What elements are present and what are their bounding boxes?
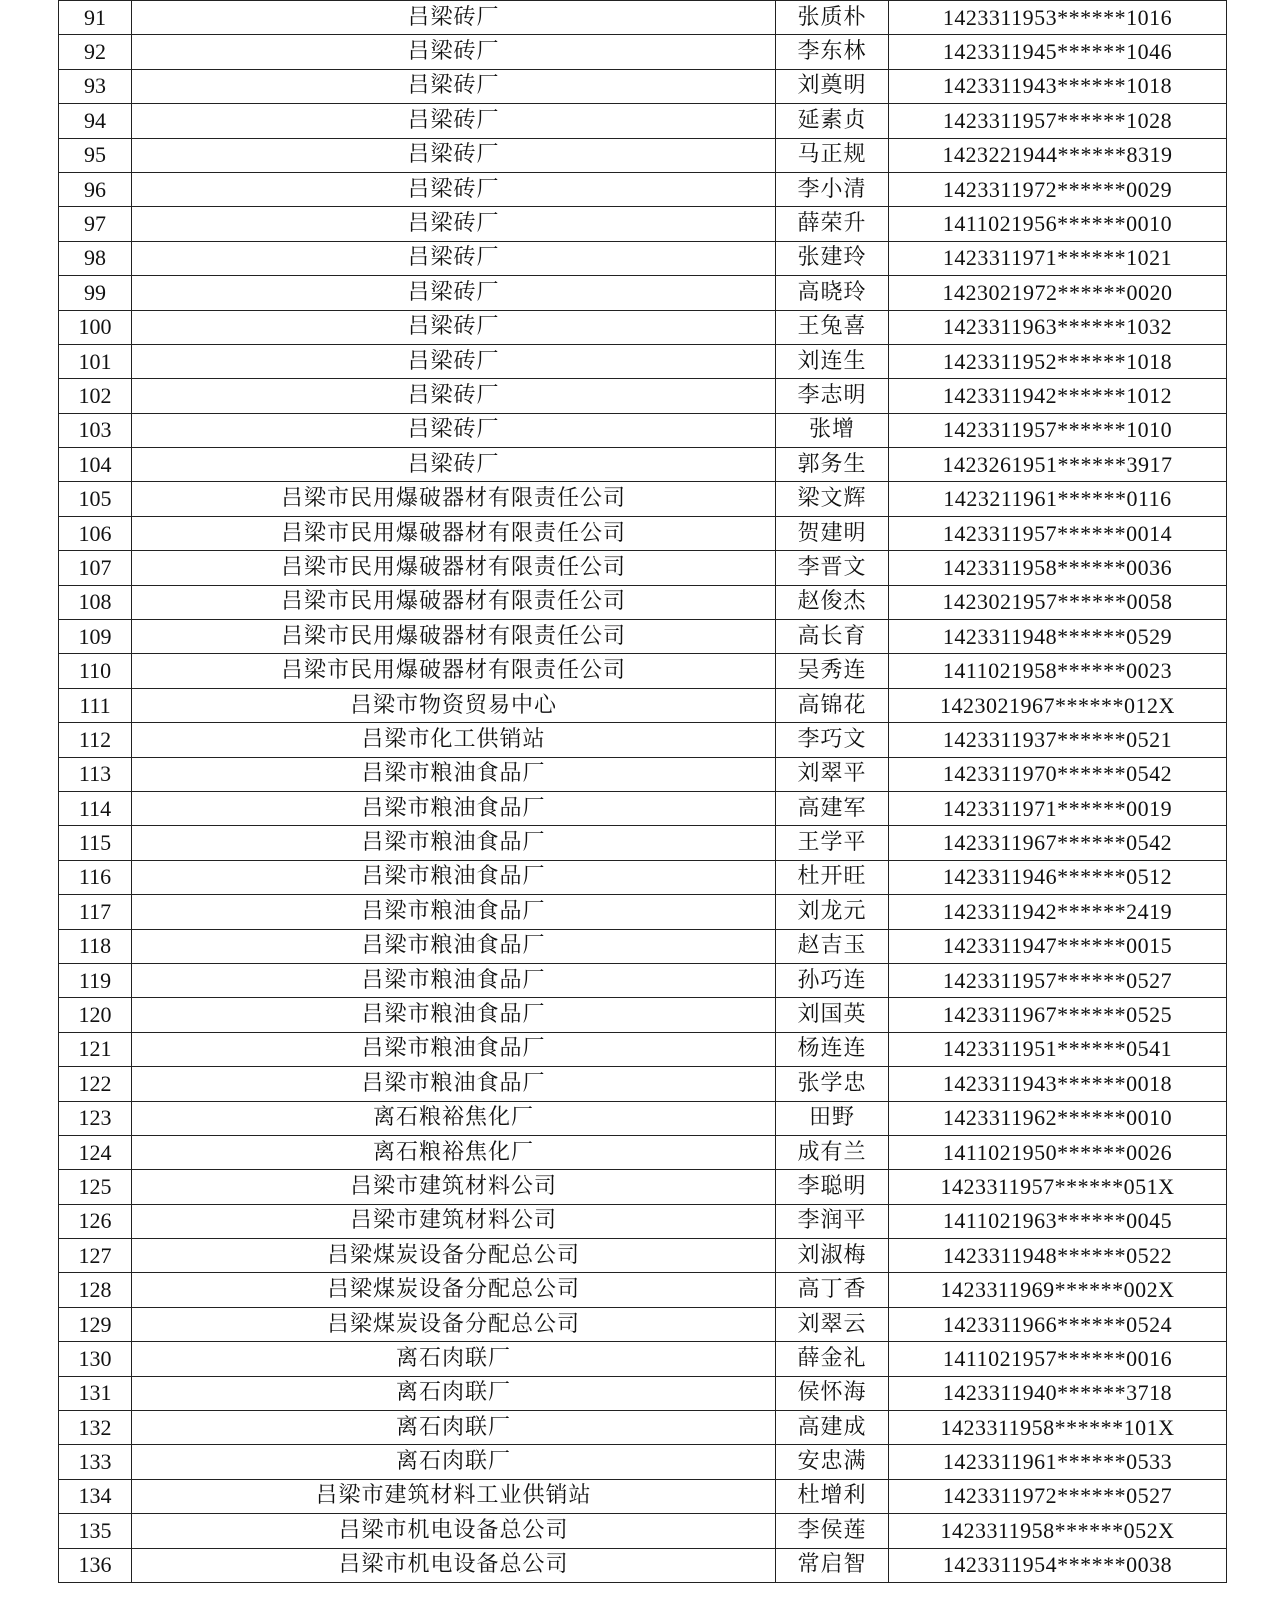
- unit-cell: 吕梁市民用爆破器材有限责任公司: [132, 654, 776, 688]
- id-number-cell: 1423311967******0542: [889, 826, 1227, 860]
- id-number-cell: 1423311963******1032: [889, 310, 1227, 344]
- unit-cell: 离石粮裕焦化厂: [132, 1101, 776, 1135]
- row-number-cell: 134: [59, 1479, 132, 1513]
- table-row: [59, 860, 1227, 894]
- name-cell: 薛荣升: [776, 207, 889, 241]
- name-cell: 赵俊杰: [776, 585, 889, 619]
- name-cell: 张增: [776, 413, 889, 447]
- table-row: [59, 344, 1227, 378]
- row-number-cell: 92: [59, 35, 132, 69]
- table-row: [59, 757, 1227, 791]
- id-number-cell: 1423311970******0542: [889, 757, 1227, 791]
- row-number-cell: 131: [59, 1376, 132, 1410]
- id-number-cell: 1423311943******0018: [889, 1067, 1227, 1101]
- row-number-cell: 110: [59, 654, 132, 688]
- name-cell: 刘连生: [776, 344, 889, 378]
- id-number-cell: 1423021967******012X: [889, 688, 1227, 722]
- id-number-cell: 1423311972******0527: [889, 1479, 1227, 1513]
- name-cell: 侯怀海: [776, 1376, 889, 1410]
- unit-cell: 吕梁砖厂: [132, 172, 776, 206]
- name-cell: 李晋文: [776, 551, 889, 585]
- unit-cell: 吕梁砖厂: [132, 1, 776, 35]
- table-row: [59, 69, 1227, 103]
- unit-cell: 吕梁砖厂: [132, 69, 776, 103]
- id-number-cell: 1423311962******0010: [889, 1101, 1227, 1135]
- table-row: [59, 172, 1227, 206]
- id-number-cell: 1423311951******0541: [889, 1032, 1227, 1066]
- unit-cell: 吕梁市建筑材料公司: [132, 1170, 776, 1204]
- unit-cell: 离石肉联厂: [132, 1445, 776, 1479]
- name-cell: 高建成: [776, 1411, 889, 1445]
- table-row: [59, 1514, 1227, 1548]
- id-number-cell: 1423311957******1010: [889, 413, 1227, 447]
- table-row: [59, 310, 1227, 344]
- id-number-cell: 1423311942******1012: [889, 379, 1227, 413]
- row-number-cell: 129: [59, 1307, 132, 1341]
- name-cell: 吴秀连: [776, 654, 889, 688]
- row-number-cell: 124: [59, 1135, 132, 1169]
- name-cell: 王学平: [776, 826, 889, 860]
- name-cell: 高锦花: [776, 688, 889, 722]
- name-cell: 张建玲: [776, 241, 889, 275]
- unit-cell: 离石肉联厂: [132, 1342, 776, 1376]
- name-cell: 马正规: [776, 138, 889, 172]
- name-cell: 王兔喜: [776, 310, 889, 344]
- table-row: [59, 929, 1227, 963]
- name-cell: 刘翠云: [776, 1307, 889, 1341]
- row-number-cell: 106: [59, 516, 132, 550]
- unit-cell: 吕梁砖厂: [132, 413, 776, 447]
- name-cell: 高建军: [776, 791, 889, 825]
- table-row: [59, 1273, 1227, 1307]
- id-number-cell: 1411021956******0010: [889, 207, 1227, 241]
- table-row: [59, 723, 1227, 757]
- id-number-cell: 1423261951******3917: [889, 448, 1227, 482]
- unit-cell: 吕梁市物资贸易中心: [132, 688, 776, 722]
- name-cell: 李东林: [776, 35, 889, 69]
- unit-cell: 吕梁市机电设备总公司: [132, 1548, 776, 1582]
- name-cell: 赵吉玉: [776, 929, 889, 963]
- name-cell: 杜增利: [776, 1479, 889, 1513]
- row-number-cell: 128: [59, 1273, 132, 1307]
- table-row: [59, 620, 1227, 654]
- row-number-cell: 98: [59, 241, 132, 275]
- table-row: [59, 241, 1227, 275]
- table-row: [59, 516, 1227, 550]
- name-cell: 常启智: [776, 1548, 889, 1582]
- table-row: [59, 276, 1227, 310]
- name-cell: 延素贞: [776, 104, 889, 138]
- row-number-cell: 123: [59, 1101, 132, 1135]
- unit-cell: 吕梁市粮油食品厂: [132, 1067, 776, 1101]
- unit-cell: 吕梁市民用爆破器材有限责任公司: [132, 585, 776, 619]
- name-cell: 贺建明: [776, 516, 889, 550]
- row-number-cell: 95: [59, 138, 132, 172]
- row-number-cell: 120: [59, 998, 132, 1032]
- unit-cell: 吕梁砖厂: [132, 138, 776, 172]
- unit-cell: 吕梁市化工供销站: [132, 723, 776, 757]
- unit-cell: 吕梁市民用爆破器材有限责任公司: [132, 482, 776, 516]
- id-number-cell: 1423311967******0525: [889, 998, 1227, 1032]
- row-number-cell: 105: [59, 482, 132, 516]
- row-number-cell: 103: [59, 413, 132, 447]
- unit-cell: 吕梁煤炭设备分配总公司: [132, 1273, 776, 1307]
- row-number-cell: 126: [59, 1204, 132, 1238]
- table-row: [59, 1135, 1227, 1169]
- unit-cell: 吕梁煤炭设备分配总公司: [132, 1239, 776, 1273]
- id-number-cell: 1423311966******0524: [889, 1307, 1227, 1341]
- row-number-cell: 127: [59, 1239, 132, 1273]
- name-cell: 张质朴: [776, 1, 889, 35]
- unit-cell: 吕梁市粮油食品厂: [132, 895, 776, 929]
- row-number-cell: 107: [59, 551, 132, 585]
- unit-cell: 离石肉联厂: [132, 1376, 776, 1410]
- id-number-cell: 1423311953******1016: [889, 1, 1227, 35]
- row-number-cell: 115: [59, 826, 132, 860]
- name-cell: 孙巧连: [776, 963, 889, 997]
- row-number-cell: 113: [59, 757, 132, 791]
- unit-cell: 吕梁市民用爆破器材有限责任公司: [132, 516, 776, 550]
- unit-cell: 吕梁市机电设备总公司: [132, 1514, 776, 1548]
- unit-cell: 吕梁煤炭设备分配总公司: [132, 1307, 776, 1341]
- row-number-cell: 118: [59, 929, 132, 963]
- row-number-cell: 97: [59, 207, 132, 241]
- name-cell: 薛金礼: [776, 1342, 889, 1376]
- id-number-cell: 1423021972******0020: [889, 276, 1227, 310]
- id-number-cell: 1423311957******051X: [889, 1170, 1227, 1204]
- row-number-cell: 102: [59, 379, 132, 413]
- id-number-cell: 1423311957******0527: [889, 963, 1227, 997]
- name-cell: 高长育: [776, 620, 889, 654]
- table-row: [59, 1376, 1227, 1410]
- id-number-cell: 1423311957******0014: [889, 516, 1227, 550]
- id-number-cell: 1423311940******3718: [889, 1376, 1227, 1410]
- id-number-cell: 1423311958******101X: [889, 1411, 1227, 1445]
- name-cell: 高丁香: [776, 1273, 889, 1307]
- unit-cell: 吕梁市粮油食品厂: [132, 826, 776, 860]
- roster-table: [58, 0, 1227, 1583]
- table-row: [59, 448, 1227, 482]
- table-row: [59, 138, 1227, 172]
- table-row: [59, 1445, 1227, 1479]
- name-cell: 郭务生: [776, 448, 889, 482]
- unit-cell: 吕梁砖厂: [132, 344, 776, 378]
- row-number-cell: 133: [59, 1445, 132, 1479]
- row-number-cell: 114: [59, 791, 132, 825]
- id-number-cell: 1423311969******002X: [889, 1273, 1227, 1307]
- table-row: [59, 104, 1227, 138]
- unit-cell: 吕梁市粮油食品厂: [132, 998, 776, 1032]
- table-row: [59, 207, 1227, 241]
- name-cell: 刘国英: [776, 998, 889, 1032]
- id-number-cell: 1423311948******0529: [889, 620, 1227, 654]
- table-row: [59, 1101, 1227, 1135]
- name-cell: 刘奠明: [776, 69, 889, 103]
- name-cell: 高晓玲: [776, 276, 889, 310]
- table-row: [59, 1067, 1227, 1101]
- unit-cell: 吕梁市粮油食品厂: [132, 929, 776, 963]
- id-number-cell: 1423311971******1021: [889, 241, 1227, 275]
- row-number-cell: 116: [59, 860, 132, 894]
- table-row: [59, 998, 1227, 1032]
- id-number-cell: 1423311972******0029: [889, 172, 1227, 206]
- row-number-cell: 117: [59, 895, 132, 929]
- unit-cell: 吕梁市粮油食品厂: [132, 963, 776, 997]
- id-number-cell: 1411021958******0023: [889, 654, 1227, 688]
- id-number-cell: 1423311954******0038: [889, 1548, 1227, 1582]
- name-cell: 李巧文: [776, 723, 889, 757]
- id-number-cell: 1411021950******0026: [889, 1135, 1227, 1169]
- table-row: [59, 1239, 1227, 1273]
- table-row: [59, 791, 1227, 825]
- row-number-cell: 122: [59, 1067, 132, 1101]
- row-number-cell: 94: [59, 104, 132, 138]
- row-number-cell: 135: [59, 1514, 132, 1548]
- name-cell: 田野: [776, 1101, 889, 1135]
- row-number-cell: 132: [59, 1411, 132, 1445]
- table-row: [59, 688, 1227, 722]
- unit-cell: 吕梁市粮油食品厂: [132, 1032, 776, 1066]
- unit-cell: 吕梁砖厂: [132, 207, 776, 241]
- id-number-cell: 1423311952******1018: [889, 344, 1227, 378]
- table-row: [59, 379, 1227, 413]
- name-cell: 李小清: [776, 172, 889, 206]
- row-number-cell: 136: [59, 1548, 132, 1582]
- row-number-cell: 101: [59, 344, 132, 378]
- name-cell: 安忠满: [776, 1445, 889, 1479]
- table-row: [59, 654, 1227, 688]
- name-cell: 张学忠: [776, 1067, 889, 1101]
- unit-cell: 吕梁市建筑材料工业供销站: [132, 1479, 776, 1513]
- unit-cell: 吕梁市粮油食品厂: [132, 791, 776, 825]
- name-cell: 李侯莲: [776, 1514, 889, 1548]
- id-number-cell: 1411021963******0045: [889, 1204, 1227, 1238]
- unit-cell: 离石肉联厂: [132, 1411, 776, 1445]
- id-number-cell: 1423311958******052X: [889, 1514, 1227, 1548]
- table-row: [59, 585, 1227, 619]
- unit-cell: 离石粮裕焦化厂: [132, 1135, 776, 1169]
- table-row: [59, 1032, 1227, 1066]
- id-number-cell: 1423311943******1018: [889, 69, 1227, 103]
- row-number-cell: 125: [59, 1170, 132, 1204]
- name-cell: 杜开旺: [776, 860, 889, 894]
- id-number-cell: 1423311961******0533: [889, 1445, 1227, 1479]
- table-row: [59, 826, 1227, 860]
- row-number-cell: 109: [59, 620, 132, 654]
- name-cell: 成有兰: [776, 1135, 889, 1169]
- table-row: [59, 1, 1227, 35]
- table-row: [59, 963, 1227, 997]
- name-cell: 杨连连: [776, 1032, 889, 1066]
- name-cell: 刘淑梅: [776, 1239, 889, 1273]
- roster-table-body: [59, 1, 1227, 1583]
- unit-cell: 吕梁砖厂: [132, 448, 776, 482]
- unit-cell: 吕梁市粮油食品厂: [132, 860, 776, 894]
- row-number-cell: 112: [59, 723, 132, 757]
- id-number-cell: 1423311948******0522: [889, 1239, 1227, 1273]
- id-number-cell: 1423311946******0512: [889, 860, 1227, 894]
- table-row: [59, 35, 1227, 69]
- unit-cell: 吕梁市粮油食品厂: [132, 757, 776, 791]
- row-number-cell: 99: [59, 276, 132, 310]
- name-cell: 李润平: [776, 1204, 889, 1238]
- row-number-cell: 93: [59, 69, 132, 103]
- id-number-cell: 1423311971******0019: [889, 791, 1227, 825]
- row-number-cell: 91: [59, 1, 132, 35]
- row-number-cell: 104: [59, 448, 132, 482]
- table-row: [59, 1170, 1227, 1204]
- table-row: [59, 1204, 1227, 1238]
- table-row: [59, 482, 1227, 516]
- table-row: [59, 413, 1227, 447]
- table-row: [59, 1342, 1227, 1376]
- table-row: [59, 1548, 1227, 1582]
- unit-cell: 吕梁市民用爆破器材有限责任公司: [132, 551, 776, 585]
- id-number-cell: 1423021957******0058: [889, 585, 1227, 619]
- id-number-cell: 1423311947******0015: [889, 929, 1227, 963]
- unit-cell: 吕梁砖厂: [132, 104, 776, 138]
- id-number-cell: 1411021957******0016: [889, 1342, 1227, 1376]
- table-row: [59, 551, 1227, 585]
- id-number-cell: 1423311945******1046: [889, 35, 1227, 69]
- unit-cell: 吕梁市民用爆破器材有限责任公司: [132, 620, 776, 654]
- id-number-cell: 1423311958******0036: [889, 551, 1227, 585]
- unit-cell: 吕梁砖厂: [132, 276, 776, 310]
- unit-cell: 吕梁砖厂: [132, 241, 776, 275]
- row-number-cell: 119: [59, 963, 132, 997]
- name-cell: 刘翠平: [776, 757, 889, 791]
- unit-cell: 吕梁砖厂: [132, 379, 776, 413]
- roster-sheet: [58, 0, 1222, 1583]
- unit-cell: 吕梁市建筑材料公司: [132, 1204, 776, 1238]
- name-cell: 李聪明: [776, 1170, 889, 1204]
- unit-cell: 吕梁砖厂: [132, 310, 776, 344]
- table-row: [59, 1411, 1227, 1445]
- table-row: [59, 895, 1227, 929]
- id-number-cell: 1423311937******0521: [889, 723, 1227, 757]
- row-number-cell: 100: [59, 310, 132, 344]
- row-number-cell: 96: [59, 172, 132, 206]
- table-row: [59, 1479, 1227, 1513]
- row-number-cell: 121: [59, 1032, 132, 1066]
- row-number-cell: 130: [59, 1342, 132, 1376]
- id-number-cell: 1423311942******2419: [889, 895, 1227, 929]
- name-cell: 刘龙元: [776, 895, 889, 929]
- row-number-cell: 108: [59, 585, 132, 619]
- id-number-cell: 1423211961******0116: [889, 482, 1227, 516]
- row-number-cell: 111: [59, 688, 132, 722]
- name-cell: 梁文辉: [776, 482, 889, 516]
- id-number-cell: 1423221944******8319: [889, 138, 1227, 172]
- table-row: [59, 1307, 1227, 1341]
- id-number-cell: 1423311957******1028: [889, 104, 1227, 138]
- unit-cell: 吕梁砖厂: [132, 35, 776, 69]
- name-cell: 李志明: [776, 379, 889, 413]
